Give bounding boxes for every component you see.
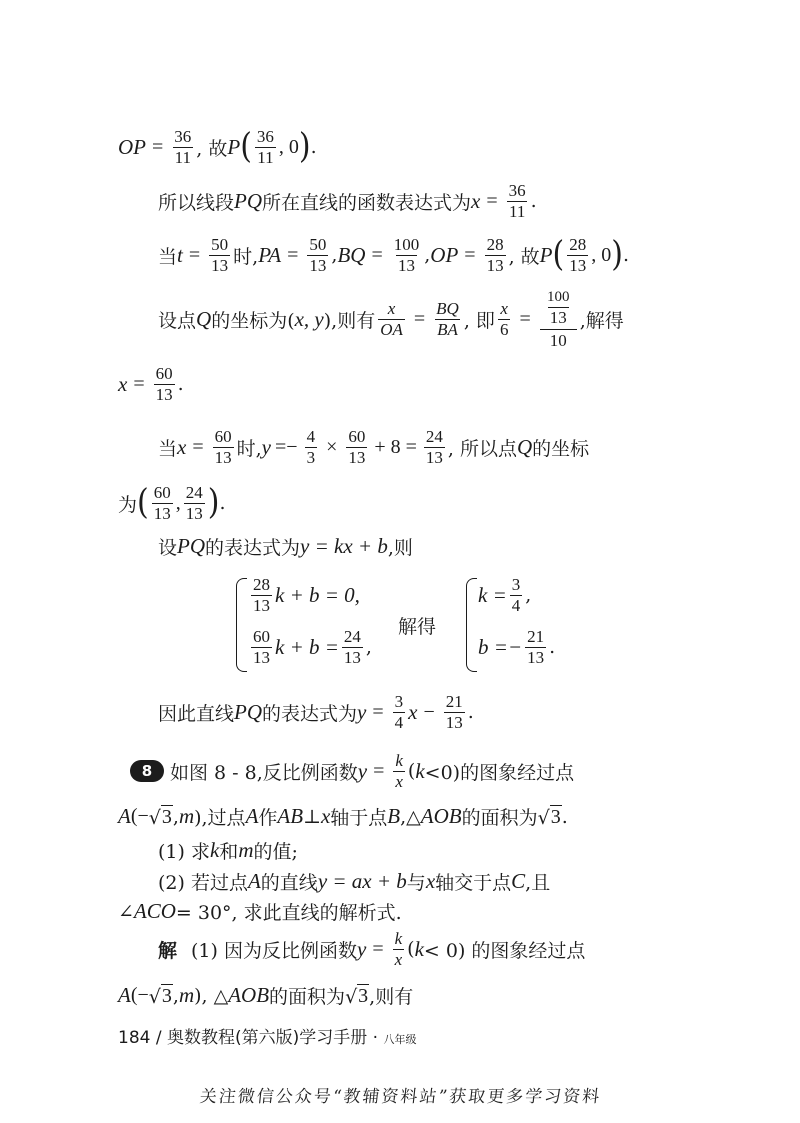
den: 13 (445, 712, 463, 732)
num: 36 (174, 127, 192, 146)
num: 60 (214, 427, 232, 446)
line-4 (158, 290, 624, 349)
equals: = (133, 372, 145, 395)
text: 当 (158, 245, 178, 268)
fraction (510, 576, 523, 615)
fraction (392, 236, 422, 275)
text: ),则有 (323, 310, 376, 333)
paren-left: ( (240, 126, 252, 167)
num: k (394, 929, 403, 948)
fraction (444, 693, 465, 732)
text: ,△ (400, 805, 421, 828)
line-6 (158, 428, 589, 467)
text: AOB (228, 983, 270, 1007)
text: y (356, 936, 367, 961)
text: m (178, 983, 195, 1007)
text: 如图 8 - 8,反比例函数 (170, 761, 358, 784)
equals: = (192, 435, 204, 458)
text: PQ (234, 699, 263, 724)
den: 13 (549, 307, 567, 327)
den: 3 (306, 447, 316, 467)
paren-left: ( (552, 234, 565, 275)
text: 和 (219, 841, 239, 863)
text: PA (258, 242, 282, 267)
text: 时, (236, 437, 262, 460)
left-brace (236, 578, 247, 672)
sqrt (538, 805, 562, 829)
fraction (393, 752, 405, 791)
text: , 所以点 (447, 437, 517, 460)
den: 11 (508, 201, 526, 221)
den: 13 (486, 255, 504, 275)
text: P (539, 242, 553, 267)
text: , (365, 636, 372, 659)
num: 4 (306, 427, 316, 446)
den: 13 (343, 647, 361, 667)
inner-fraction (545, 290, 572, 327)
fraction (393, 693, 406, 732)
text: t (177, 242, 183, 267)
text: , 故 (508, 245, 540, 268)
text: x (118, 371, 128, 396)
text: b =− (478, 634, 523, 659)
text: (− (130, 984, 149, 1006)
equals: = (371, 243, 383, 266)
text: Q (196, 307, 212, 332)
text: k = (478, 582, 507, 607)
times: × (326, 435, 338, 458)
page-number: 184 (118, 1028, 151, 1048)
text: 的坐标 (532, 437, 590, 460)
text: A (245, 804, 259, 828)
text: 的表达式为 (205, 537, 301, 559)
equals: = (413, 308, 426, 331)
system2-row-1 (478, 576, 531, 615)
equals: = (486, 189, 498, 212)
equals: = (373, 759, 385, 782)
num: x (387, 299, 396, 319)
radical-sign: √ (148, 985, 161, 1008)
den: 13 (253, 647, 270, 667)
num: BQ (436, 299, 459, 319)
comma: , (175, 491, 181, 514)
fraction (213, 428, 234, 467)
solve-label (398, 612, 436, 639)
text: 的坐标为( (211, 310, 295, 333)
fraction (255, 128, 276, 167)
page-footer (118, 1023, 416, 1048)
complex-fraction (540, 290, 577, 349)
radicand: 3 (161, 805, 172, 828)
num: 21 (527, 627, 545, 646)
text: . (622, 244, 629, 267)
text: OP (430, 242, 459, 267)
radical-sign: √ (345, 985, 358, 1008)
text: A (118, 983, 131, 1007)
text: , 即 (463, 310, 495, 333)
num: 36 (508, 181, 526, 200)
num: 24 (343, 627, 361, 646)
den: 11 (174, 147, 191, 167)
text: . (561, 805, 568, 828)
text: x (177, 434, 187, 459)
num: 24 (425, 427, 443, 446)
equals: = (287, 243, 299, 266)
text: 因此直线 (158, 702, 235, 725)
text: 时, (233, 245, 259, 268)
text: ), △ (194, 984, 229, 1007)
fraction (342, 628, 363, 667)
system2-row-2 (478, 628, 555, 667)
equals: = (152, 135, 164, 158)
paren-right: ) (611, 234, 623, 275)
num (543, 290, 574, 329)
radical-sign: √ (148, 806, 161, 829)
text: , (525, 584, 532, 607)
text: 的值; (253, 841, 298, 863)
text: 的面积为 (461, 807, 538, 829)
text: , (172, 984, 179, 1007)
fraction (378, 300, 405, 339)
num: 60 (253, 627, 270, 646)
text: x, y (294, 307, 324, 332)
text: ,则有 (369, 986, 414, 1008)
text: (1) 因为反比例函数 (191, 939, 357, 962)
text: , 故 (196, 137, 228, 160)
fraction (567, 236, 588, 275)
text: 轴于点 (330, 807, 388, 829)
radicand: 3 (161, 984, 172, 1007)
num: 36 (256, 127, 274, 146)
question-8-part-1 (158, 837, 298, 864)
text: k + b = (275, 634, 339, 659)
line-5 (118, 365, 184, 404)
text: 所以线段 (158, 191, 235, 214)
text: (2) 若过点 (158, 872, 248, 894)
solution-line-2 (118, 982, 413, 1009)
num: 100 (546, 289, 570, 305)
text: 的直线 (260, 872, 318, 894)
text: ,则 (387, 537, 413, 559)
paren-right: ) (207, 482, 220, 523)
text: 设 (158, 537, 178, 559)
text: =− (275, 435, 298, 458)
den: 13 (214, 447, 232, 467)
sqrt (149, 984, 173, 1008)
text: , 0 (591, 243, 612, 266)
den: 13 (425, 447, 443, 467)
text: m (238, 838, 254, 862)
fraction (485, 236, 506, 275)
text: P (227, 134, 241, 159)
fraction (525, 628, 546, 667)
text: < 0) 的图象经过点 (423, 939, 586, 962)
fraction (154, 365, 175, 404)
den: 4 (394, 712, 404, 732)
text: k (414, 936, 424, 961)
den: 13 (398, 255, 415, 275)
den: 11 (257, 147, 274, 167)
fraction (209, 236, 230, 275)
text: 的表达式为 (262, 702, 358, 725)
line-2 (158, 182, 537, 221)
text: ,且 (525, 872, 551, 894)
text: . (177, 373, 184, 396)
text: 为 (118, 493, 138, 516)
text: , (172, 805, 179, 828)
num: 3 (394, 692, 404, 711)
den: 13 (155, 384, 173, 404)
watermark: 关注微信公众号“教辅资料站”获取更多学习资料 (198, 1087, 603, 1107)
line-9 (158, 693, 474, 732)
text: PQ (177, 534, 206, 558)
grade-label: 八年级 (383, 1033, 417, 1046)
text: ( (407, 760, 416, 783)
num: 28 (253, 575, 270, 594)
text: k + b = 0, (275, 582, 360, 607)
line-3 (158, 236, 629, 275)
fraction (424, 428, 445, 467)
text: B (387, 804, 401, 828)
text: . (310, 136, 317, 159)
text: ),过点 (194, 807, 246, 829)
text: y (357, 699, 367, 724)
num: x (500, 299, 508, 319)
den: 13 (569, 255, 587, 275)
num: 21 (445, 692, 463, 711)
text: ⊥ (303, 805, 321, 828)
comma: , (424, 244, 431, 267)
equals: = (188, 243, 201, 266)
den: 6 (499, 320, 509, 340)
book-title: 奥数教程(第六版)学习手册 (167, 1028, 368, 1048)
text: x (320, 804, 331, 828)
text: (− (130, 805, 149, 827)
text: A (118, 804, 131, 828)
den: 13 (153, 503, 171, 523)
fraction (307, 236, 328, 275)
paren-left: ( (137, 482, 149, 523)
text: (1) 求 (158, 841, 210, 863)
fraction (251, 628, 272, 667)
fraction (393, 930, 405, 969)
text: A (247, 869, 261, 893)
num: 28 (569, 235, 587, 254)
fraction (305, 428, 318, 467)
radicand: 3 (358, 984, 369, 1007)
system-row-1 (248, 576, 360, 615)
den: 13 (527, 647, 545, 667)
separator: / (155, 1028, 162, 1048)
text: 的面积为 (269, 986, 346, 1008)
fraction (251, 576, 272, 615)
num: 3 (511, 575, 521, 594)
fraction (498, 300, 511, 339)
text: k (415, 758, 425, 783)
question-number-badge: 8 (130, 760, 164, 782)
text: 所在直线的函数表达式为 (262, 191, 472, 214)
den: 10 (540, 329, 577, 350)
text: ACO (133, 899, 176, 923)
text: y = ax + b (317, 869, 407, 893)
text: x (425, 869, 436, 893)
radical-sign: √ (537, 806, 550, 829)
text: m (178, 804, 195, 828)
fraction (184, 484, 205, 523)
text: . (549, 636, 556, 659)
den: 13 (309, 255, 327, 275)
num: 50 (309, 235, 327, 254)
text: OP (118, 134, 146, 159)
num: k (395, 751, 403, 770)
num: 60 (348, 427, 366, 446)
text: . (467, 701, 474, 724)
num: 60 (155, 364, 173, 383)
den: OA (380, 320, 403, 340)
text: ( (407, 938, 415, 961)
comma: , (331, 244, 338, 267)
solution-line-1 (158, 930, 585, 969)
num: 100 (393, 235, 420, 254)
text: 当 (158, 437, 178, 460)
system-row-2 (248, 628, 372, 667)
text: ,解得 (579, 310, 624, 333)
num: 50 (211, 235, 229, 254)
dot: · (372, 1028, 379, 1048)
num: 24 (185, 483, 203, 502)
den: 13 (185, 503, 203, 523)
text: y (357, 758, 368, 783)
question-8-line-2 (118, 803, 568, 830)
num: 28 (486, 235, 504, 254)
question-8-line-1 (130, 752, 574, 791)
text: = 30°, 求此直线的解析式. (175, 902, 402, 924)
text: ∠ (118, 900, 134, 923)
den: 13 (348, 447, 366, 467)
text: 与 (406, 872, 426, 894)
text: Q (517, 434, 533, 459)
equals: = (464, 243, 476, 266)
text: 设点 (158, 310, 197, 333)
radicand: 3 (550, 805, 561, 828)
fraction (172, 128, 193, 167)
den: 4 (511, 595, 521, 615)
question-8-part-2-cont (118, 898, 402, 925)
sqrt (149, 805, 173, 829)
minus: − (423, 700, 435, 723)
solution-label: 解 (158, 939, 178, 962)
sqrt (345, 984, 369, 1008)
text: x (471, 188, 481, 213)
den: BA (437, 320, 458, 340)
den: x (395, 771, 403, 791)
text: C (511, 869, 526, 893)
text: + 8 = (374, 435, 417, 458)
den: 13 (211, 255, 229, 275)
paren-right: ) (298, 126, 311, 167)
text: . (219, 492, 226, 515)
equals: = (519, 308, 531, 331)
text: AB (277, 804, 304, 828)
fraction (507, 182, 528, 221)
fraction (434, 300, 461, 339)
text: PQ (234, 188, 263, 213)
text: <0)的图象经过点 (424, 761, 575, 784)
fraction (152, 484, 173, 523)
line-8 (158, 533, 413, 560)
left-brace (466, 578, 477, 672)
line-1 (118, 128, 317, 167)
text: k (209, 838, 220, 862)
num: 60 (153, 483, 171, 502)
text: 解得 (398, 616, 437, 638)
text: 作 (258, 807, 278, 829)
line-7 (118, 484, 226, 523)
den: x (394, 949, 403, 969)
text: y (261, 434, 271, 459)
question-8-part-2 (158, 868, 550, 895)
text: BQ (337, 242, 366, 267)
fraction (346, 428, 367, 467)
text: . (530, 190, 537, 213)
text: y = kx + b (300, 534, 388, 558)
text: x (408, 699, 418, 724)
equals: = (372, 937, 384, 960)
text: AOB (420, 804, 462, 828)
den: 13 (253, 595, 270, 615)
equals: = (372, 700, 384, 723)
text: , 0 (278, 135, 299, 158)
text: 轴交于点 (435, 872, 512, 894)
